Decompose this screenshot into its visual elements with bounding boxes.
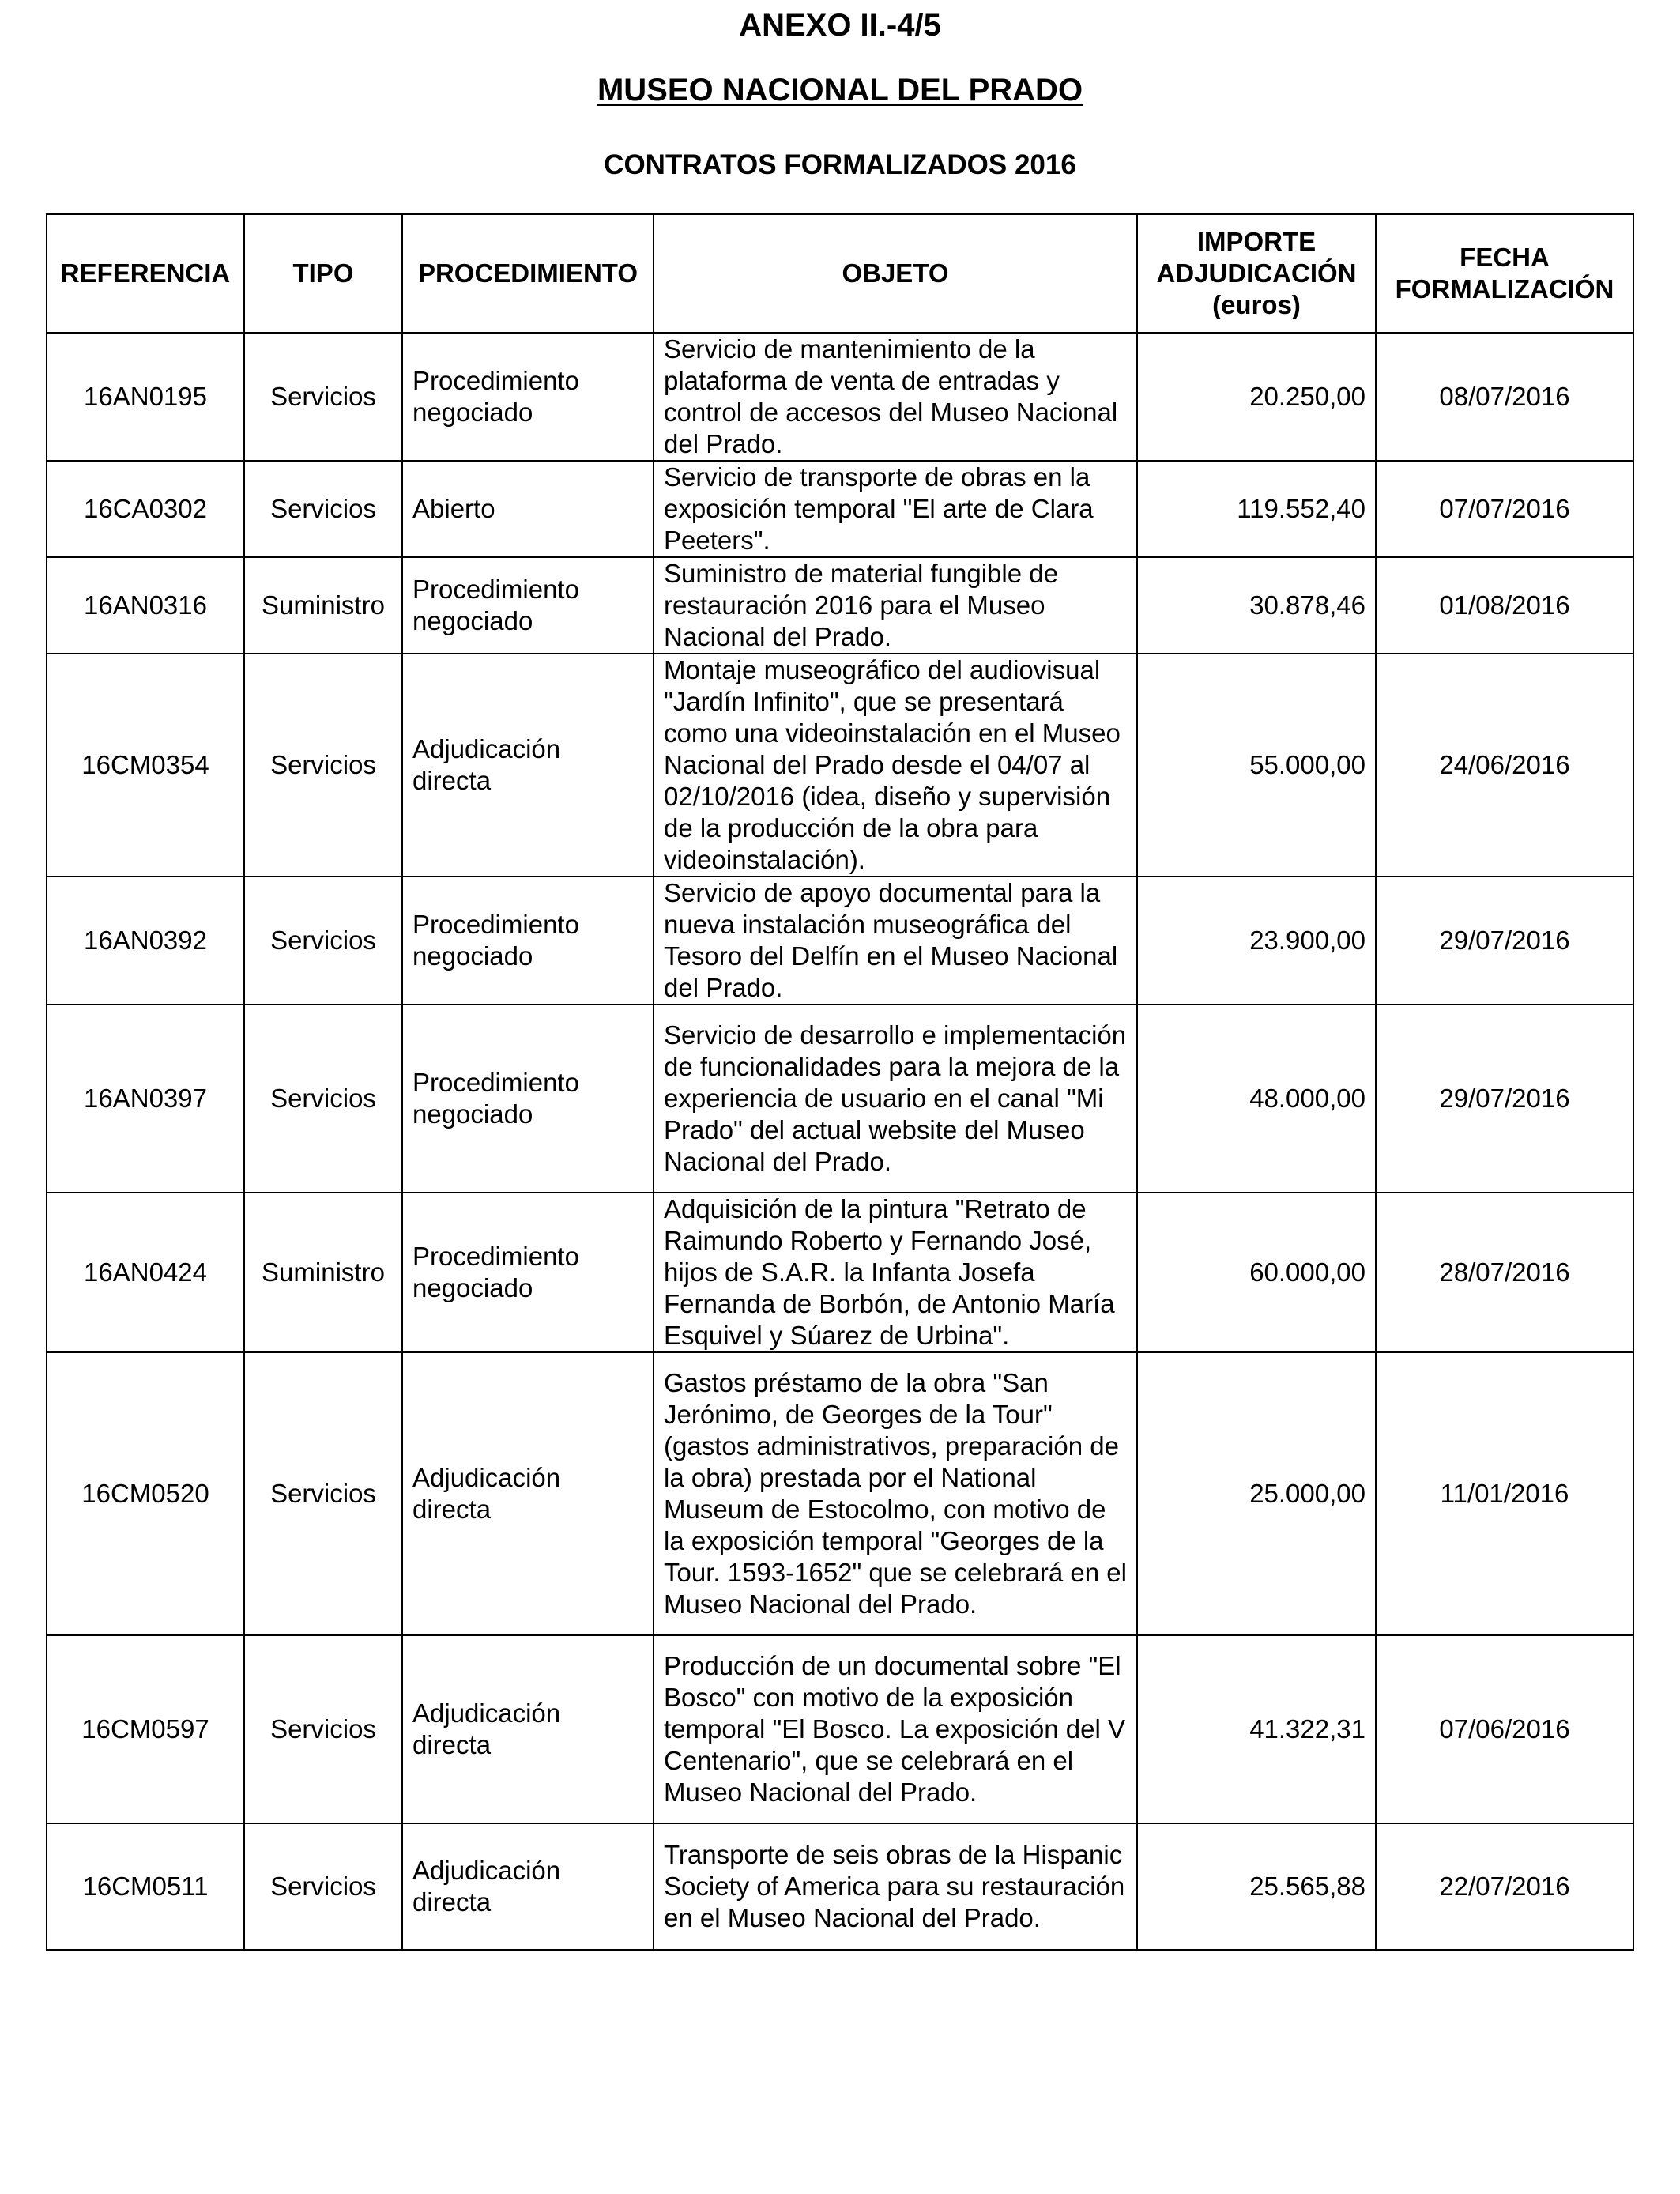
cell-objeto: Servicio de apoyo documental para la nueva instalación museográfica del Tesoro del Delfín en el Museo Nacional del Prado. [654, 876, 1137, 1005]
cell-fecha: 28/07/2016 [1376, 1193, 1633, 1352]
cell-fecha: 07/06/2016 [1376, 1635, 1633, 1823]
cell-procedimiento: Procedimiento negociado [402, 333, 654, 461]
cell-fecha: 01/08/2016 [1376, 557, 1633, 654]
table-row [47, 557, 1633, 654]
cell-importe: 48.000,00 [1137, 1005, 1376, 1193]
cell-fecha: 11/01/2016 [1376, 1352, 1633, 1635]
table-row [47, 1352, 1633, 1635]
cell-tipo: Servicios [244, 1823, 402, 1950]
cell-procedimiento: Procedimiento negociado [402, 876, 654, 1005]
table-row [47, 1635, 1633, 1823]
cell-objeto: Suministro de material fungible de restauración 2016 para el Museo Nacional del Prado. [654, 557, 1137, 654]
column-header-referencia: REFERENCIA [47, 214, 244, 333]
cell-referencia: 16AN0397 [47, 1005, 244, 1193]
cell-objeto: Servicio de transporte de obras en la exposición temporal "El arte de Clara Peeters". [654, 461, 1137, 557]
cell-importe: 41.322,31 [1137, 1635, 1376, 1823]
cell-referencia: 16CA0302 [47, 461, 244, 557]
importe-header-line: (euros) [1212, 290, 1301, 319]
cell-procedimiento: Abierto [402, 461, 654, 557]
cell-procedimiento: Procedimiento negociado [402, 1193, 654, 1352]
table-row [47, 1005, 1633, 1193]
cell-referencia: 16AN0195 [47, 333, 244, 461]
cell-importe: 25.000,00 [1137, 1352, 1376, 1635]
cell-procedimiento: Procedimiento negociado [402, 1005, 654, 1193]
cell-tipo: Suministro [244, 557, 402, 654]
table-row [47, 1193, 1633, 1352]
table-row [47, 654, 1633, 876]
column-header-importe [1137, 214, 1376, 333]
cell-tipo: Suministro [244, 1193, 402, 1352]
cell-referencia: 16CM0511 [47, 1823, 244, 1950]
column-header-procedimiento: PROCEDIMIENTO [402, 214, 654, 333]
cell-referencia: 16AN0424 [47, 1193, 244, 1352]
cell-fecha: 29/07/2016 [1376, 1005, 1633, 1193]
cell-tipo: Servicios [244, 1005, 402, 1193]
cell-fecha: 24/06/2016 [1376, 654, 1633, 876]
cell-tipo: Servicios [244, 461, 402, 557]
annex-title: ANEXO II.-4/5 [739, 8, 941, 43]
cell-referencia: 16AN0392 [47, 876, 244, 1005]
cell-referencia: 16AN0316 [47, 557, 244, 654]
contracts-table [46, 213, 1634, 1951]
cell-objeto: Gastos préstamo de la obra "San Jerónimo, de Georges de la Tour" (gastos administrativos, preparación de la obra) prestada por el National Museum de Estocolmo, con motivo de la exposición temporal "Georges de la Tour. 1593-1652" que se celebrará en el Museo Nacional del Prado. [654, 1352, 1137, 1635]
cell-tipo: Servicios [244, 1635, 402, 1823]
cell-importe: 23.900,00 [1137, 876, 1376, 1005]
cell-fecha: 29/07/2016 [1376, 876, 1633, 1005]
cell-procedimiento: Adjudicación directa [402, 1352, 654, 1635]
table-row [47, 1823, 1633, 1950]
importe-header-line: ADJUDICACIÓN [1156, 258, 1357, 288]
cell-procedimiento: Adjudicación directa [402, 1823, 654, 1950]
cell-procedimiento: Procedimiento negociado [402, 557, 654, 654]
cell-importe: 30.878,46 [1137, 557, 1376, 654]
cell-objeto: Producción de un documental sobre "El Bosco" con motivo de la exposición temporal "El Bosco. La exposición del V Centenario", que se celebrará en el Museo Nacional del Prado. [654, 1635, 1137, 1823]
cell-importe: 20.250,00 [1137, 333, 1376, 461]
cell-procedimiento: Adjudicación directa [402, 1635, 654, 1823]
cell-fecha: 08/07/2016 [1376, 333, 1633, 461]
cell-fecha: 22/07/2016 [1376, 1823, 1633, 1950]
cell-tipo: Servicios [244, 1352, 402, 1635]
cell-objeto: Servicio de mantenimiento de la plataforma de venta de entradas y control de accesos del Museo Nacional del Prado. [654, 333, 1137, 461]
cell-tipo: Servicios [244, 876, 402, 1005]
cell-objeto: Transporte de seis obras de la Hispanic Society of America para su restauración en el Museo Nacional del Prado. [654, 1823, 1137, 1950]
cell-objeto: Montaje museográfico del audiovisual "Jardín Infinito", que se presentará como una videoinstalación en el Museo Nacional del Prado desde el 04/07 al 02/10/2016 (idea, diseño y supervisión de la producción de la obra para videoinstalación). [654, 654, 1137, 876]
cell-importe: 25.565,88 [1137, 1823, 1376, 1950]
table-row [47, 876, 1633, 1005]
institution-title: MUSEO NACIONAL DEL PRADO [597, 73, 1083, 107]
cell-importe: 60.000,00 [1137, 1193, 1376, 1352]
cell-referencia: 16CM0520 [47, 1352, 244, 1635]
cell-importe: 55.000,00 [1137, 654, 1376, 876]
table-row [47, 333, 1633, 461]
cell-referencia: 16CM0354 [47, 654, 244, 876]
table-header-row [47, 214, 1633, 333]
fecha-header-line: FORMALIZACIÓN [1395, 274, 1614, 303]
cell-objeto: Adquisición de la pintura "Retrato de Raimundo Roberto y Fernando José, hijos de S.A.R. la Infanta Josefa Fernanda de Borbón, de Antonio María Esquivel y Súarez de Urbina". [654, 1193, 1137, 1352]
cell-procedimiento: Adjudicación directa [402, 654, 654, 876]
document-subtitle: CONTRATOS FORMALIZADOS 2016 [604, 149, 1076, 180]
column-header-fecha [1376, 214, 1633, 333]
cell-tipo: Servicios [244, 333, 402, 461]
table-row [47, 461, 1633, 557]
cell-referencia: 16CM0597 [47, 1635, 244, 1823]
column-header-tipo: TIPO [244, 214, 402, 333]
cell-objeto: Servicio de desarrollo e implementación de funcionalidades para la mejora de la experiencia de usuario en el canal "Mi Prado" del actual website del Museo Nacional del Prado. [654, 1005, 1137, 1193]
cell-importe: 119.552,40 [1137, 461, 1376, 557]
cell-tipo: Servicios [244, 654, 402, 876]
importe-header-line: IMPORTE [1196, 227, 1317, 256]
cell-fecha: 07/07/2016 [1376, 461, 1633, 557]
fecha-header-line: FECHA [1460, 243, 1550, 272]
column-header-objeto: OBJETO [654, 214, 1137, 333]
